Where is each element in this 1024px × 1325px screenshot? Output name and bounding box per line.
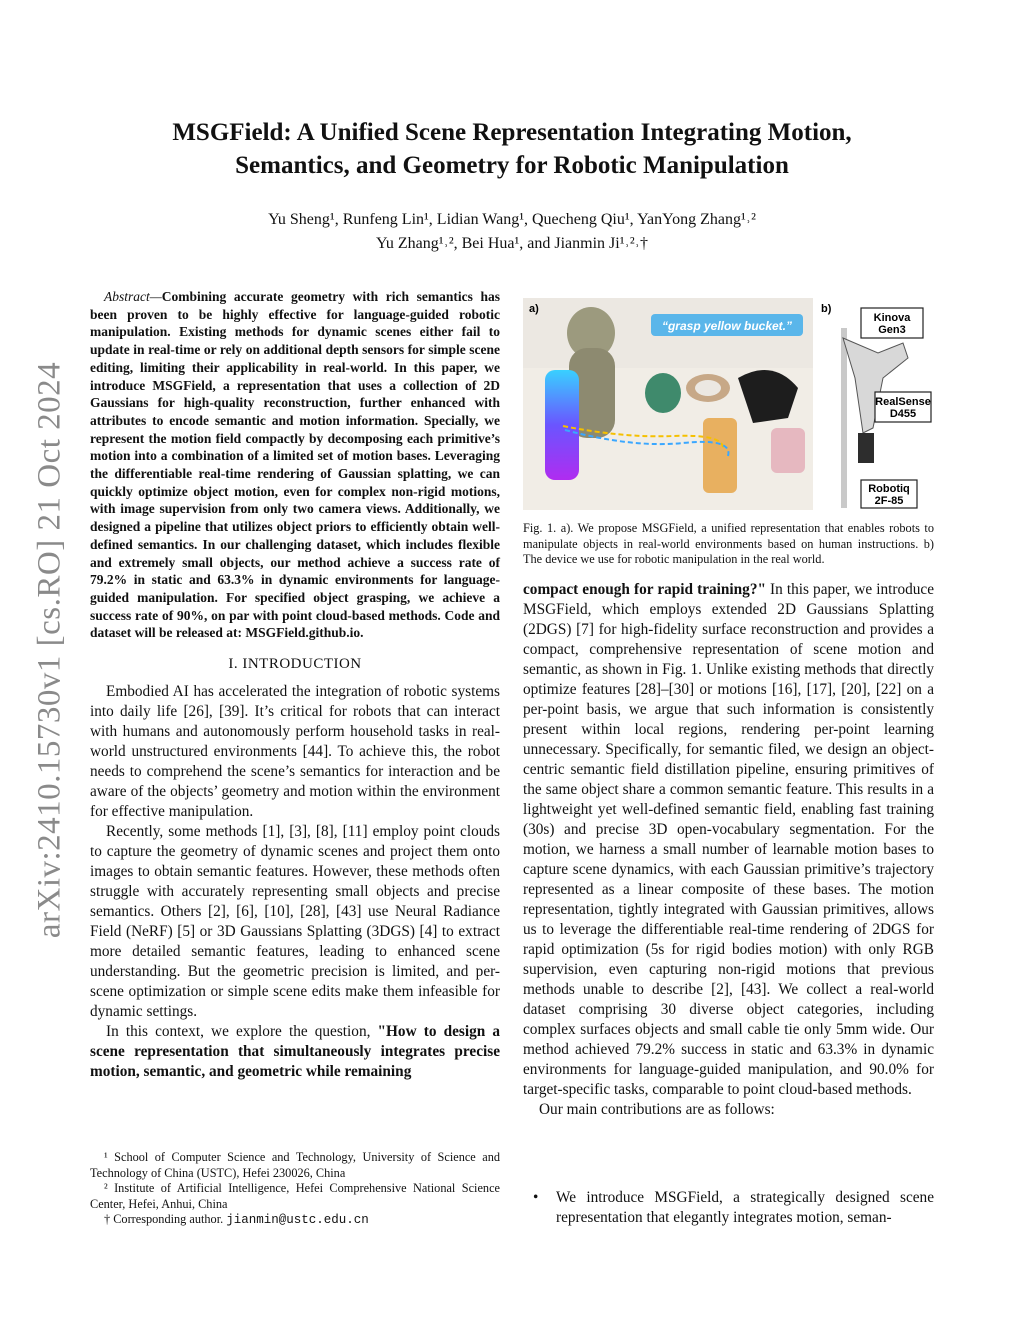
figure-label-a: a) bbox=[529, 303, 539, 315]
tag-realsense-line-2: D455 bbox=[889, 408, 917, 420]
highlighted-object bbox=[545, 370, 579, 480]
pink-cup bbox=[771, 428, 805, 473]
instruction-text: “grasp yellow bucket.” bbox=[661, 319, 793, 333]
section-heading-introduction: I. INTRODUCTION bbox=[228, 656, 362, 673]
corresponding-email: jianmin@ustc.edu.cn bbox=[226, 1213, 369, 1227]
left-column bbox=[90, 288, 500, 1082]
footnote-1: ¹ School of Computer Science and Technology, University of Science and Technology of China (USTC), Hefei 230026, China bbox=[90, 1150, 500, 1180]
right-column bbox=[523, 580, 934, 1120]
abstract-lead: Abstract— bbox=[104, 289, 162, 304]
paper-title bbox=[100, 116, 924, 182]
authors-line-2: Yu Zhang¹˒², Bei Hua¹, and Jianmin Ji¹˒²˒† bbox=[376, 235, 648, 252]
intro-paragraph-3 bbox=[90, 1022, 500, 1082]
title-line-1: MSGField: A Unified Scene Representation Integrating Motion, bbox=[172, 119, 852, 146]
tag-robotiq-line-2: 2F-85 bbox=[874, 495, 904, 507]
figure-1 bbox=[523, 298, 934, 510]
authors-line-1: Yu Sheng¹, Runfeng Lin¹, Lidian Wang¹, Quecheng Qiu¹, YanYong Zhang¹˒² bbox=[268, 211, 756, 228]
intro-paragraph-2: Recently, some methods [1], [3], [8], [11] employ point clouds to capture the geometry of dynamic scenes and project them onto images to obtain semantic features. However, these methods often struggle with accurately representing small objects and precise semantics. Others [2], [6], [10], [28], [43] use Neural Radiance Field (NeRF) [5] or 3D Gaussians Splatting (3DGS) [4] to extract more detailed semantic features, leading to enhanced scene understanding. But the geometric precision is limited, and per-scene optimization or simple scene edits make them infeasible for dynamic settings. bbox=[90, 823, 500, 1021]
dragon-toy bbox=[645, 373, 681, 413]
footnotes bbox=[90, 1150, 500, 1229]
right-paragraph-1 bbox=[523, 580, 934, 1100]
abstract bbox=[90, 288, 500, 642]
right-p1-bold: compact enough for rapid training?" bbox=[523, 581, 766, 598]
figure-label-b: b) bbox=[821, 303, 832, 315]
yellow-bucket bbox=[703, 418, 737, 493]
tag-kinova-line-1: Kinova bbox=[873, 312, 911, 324]
contributions-intro: Our main contributions are as follows: bbox=[539, 1101, 775, 1118]
intro-p3-question: "How to design a scene representation that simultaneously integrates precise motion, semantic, and geometric while remaining bbox=[90, 1023, 500, 1081]
footnote-3 bbox=[90, 1212, 500, 1229]
contribution-bullet-1 bbox=[523, 1188, 934, 1228]
bullet-1-text: We introduce MSGField, a strategically designed scene representation that elegantly integrates motion, seman- bbox=[556, 1189, 934, 1226]
tag-realsense-line-1: RealSense bbox=[875, 396, 931, 408]
tag-kinova-line-2: Gen3 bbox=[878, 324, 906, 336]
footnote-3-text: † Corresponding author. bbox=[104, 1212, 227, 1226]
footnote-2: ² Institute of Artificial Intelligence, Hefei Comprehensive National Science Center, Hefei, Anhui, China bbox=[90, 1181, 500, 1211]
author-list bbox=[100, 208, 924, 256]
intro-p3-start: In this context, we explore the question, bbox=[106, 1023, 378, 1041]
right-p1-rest: In this paper, we introduce MSGField, which employs extended 2D Gaussians Splatting (2DGS) [7] for high-fidelity surface reconstruction and provides a compact, comprehensive representation of scene motion and semantic, as shown in Fig. 1. Unlike existing methods that directly optimize features [28]–[30] or motions [16], [17], [20], [22] on a per-point basis, we argue that such information is consistently present within local regions, rendering per-point learning unnecessary. Specifically, for semantic filed, we design an object-centric semantic field distillation pipeline, ensuring primitives of the same object share a common semantic feature. This results in a lightweight yet well-defined semantic field, enabling fast training (30s) and precise 3D open-vocabulary segmentation. For the motion, we harness a small number of learnable motion bases to capture scene dynamics, with each Gaussian primitive’s trajectory represented as a linear composite of these bases. The motion representation, tightly integrated with Gaussian primitives, allows us to leverage the differentiable real-time rendering of 2DGS for rapid optimization (5s for rigid bodies motion) with only RGB supervision, even capturing non-rigid motions that previous methods unable to describe [2], [43]. We collect a real-world dataset comprising 30 diverse object categories, including complex surfaces objects and small cable tie only 5mm wide. Our method achieved 79.2% success in static and 63.3% in dynamic environments for language-guided manipulation, and 90.0% for target-specific tasks, comparable to point cloud-based methods. bbox=[523, 581, 935, 1098]
intro-paragraph-1: Embodied AI has accelerated the integration of robotic systems into daily life [26], [39]. It’s critical for robots that can interact with humans and autonomously perform household tasks in real-world unstructured environments [44]. To achieve this, the robot needs to comprehend the scene’s semantics for interaction and be aware of the objects’ geometry and motion within the environment for effective manipulation. bbox=[90, 683, 500, 821]
title-line-2: Semantics, and Geometry for Robotic Manipulation bbox=[235, 152, 789, 179]
tag-robotiq-line-1: Robotiq bbox=[868, 483, 910, 495]
figure-1-caption: Fig. 1. a). We propose MSGField, a unified representation that enables robots to manipulate objects in real-world environments based on human instructions. b) The device we use for robotic manipulation in the real world. bbox=[523, 521, 934, 566]
arxiv-id: arXiv:2410.15730v1 [cs.RO] 21 Oct 2024 bbox=[31, 361, 68, 939]
arxiv-watermark bbox=[20, 350, 80, 950]
bullet-dot-icon: • bbox=[533, 1189, 539, 1206]
abstract-body: Combining accurate geometry with rich semantics has been proven to be highly effective for language-guided robotic manipulation. Existing methods for dynamic scenes either fail to update in real-time or rely on additional depth sensors for simple scene editing, limiting their applicability in real-world. In this paper, we introduce MSGField, a representation that uses a collection of 2D Gaussians for high-quality reconstruction, further enhanced with attributes to encode semantic and motion information. Specially, we represent the motion field compactly by decomposing each primitive’s motion into a combination of a limited set of motion bases. Leveraging the differentiable real-time rendering of Gaussian splatting, we can quickly optimize object motion, even for complex non-rigid motions, with image supervision from only two camera views. Additionally, we designed a pipeline that utilizes object priors to efficiently obtain well-defined semantics. In our challenging dataset, which includes flexible and extremely small objects, our method achieve a success rate of 79.2% in static and 63.3% in dynamic environments for language-guided manipulation. For specified object grasping, we achieve a success rate of 90%, on par with point cloud-based methods. Code and dataset will be released at: MSGField.github.io. bbox=[90, 289, 500, 641]
